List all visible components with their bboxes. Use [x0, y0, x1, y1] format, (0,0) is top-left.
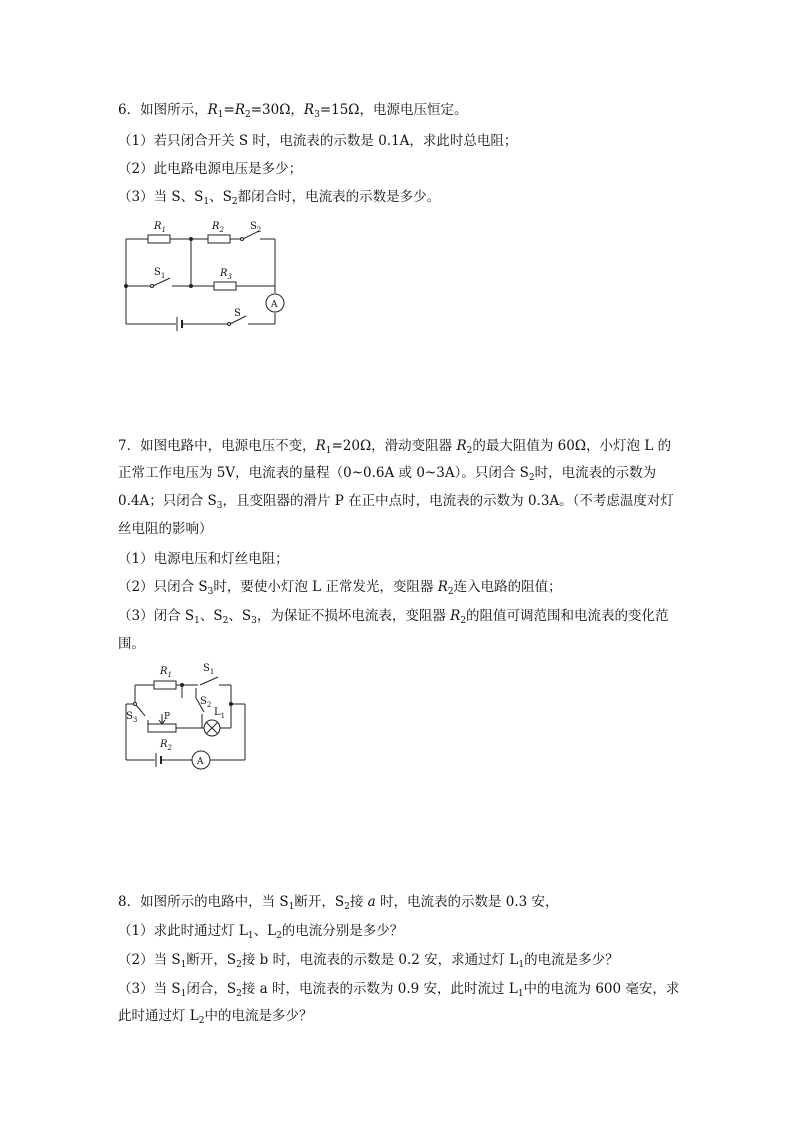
- svg-text:R3: [219, 268, 233, 281]
- q6-sub-1: 1: [217, 110, 224, 120]
- q8-l1a: 8．如图所示的电路中，当 S: [118, 894, 289, 910]
- q8-p3-sub2: 2: [236, 989, 242, 999]
- q7-label-r2: R: [160, 739, 168, 750]
- q6-label-s1: S: [154, 267, 161, 278]
- q7-l2b: 时，电流表的示数为: [534, 465, 657, 481]
- q7-label-s3: S: [126, 711, 133, 722]
- q7-stem-line4: 丝电阻的影响）: [118, 521, 213, 537]
- q7-r1: R: [315, 438, 326, 454]
- q7-l3b: ，且变阻器的滑片 P 在正中点时，电流表的示数为 0.3A。（不考虑温度对灯: [222, 493, 674, 509]
- q7-p3-sub1: 1: [194, 616, 200, 626]
- q7-label-s1-sub: 1: [209, 668, 215, 676]
- q8-p3d: 中的电流为 600 毫安，求: [523, 981, 680, 997]
- q6-resistor-r2: [208, 235, 230, 243]
- q7-label-a: A: [197, 757, 204, 767]
- q6-resistor-r1: [148, 235, 170, 243]
- q7-part3: [118, 606, 669, 626]
- q6-r1: R: [207, 102, 218, 118]
- q8-part3-cont: [118, 1006, 313, 1026]
- q8-l1d: a: [367, 894, 376, 910]
- q7-p3-r: R: [450, 608, 461, 624]
- q8-p1-sub1: 1: [247, 931, 254, 941]
- q7-p2c: 连入电路的阻值；: [453, 579, 562, 595]
- q8-p3-sub3: 1: [517, 989, 524, 999]
- q7-p3b: 、S: [199, 608, 223, 624]
- q8-p3c: 接 a 时，电流表的示数为 0.9 安，此时流过 L: [241, 981, 518, 997]
- q6-label-s1-sub: 1: [160, 272, 166, 280]
- q7-stem-line1: [118, 436, 671, 456]
- q7-l2-sub: 2: [528, 473, 535, 483]
- q7-l1a: 7．如图电路中，电源电压不变，: [118, 438, 316, 454]
- q7-label-l: L: [214, 707, 221, 718]
- q7-p3a: （3）闭合 S: [118, 608, 195, 624]
- q8-p2b: 断开，S: [186, 952, 237, 968]
- q8-p2c: 接 b 时，电流表的示数是 0.2 安，求通过灯 L: [241, 952, 519, 968]
- q8-p3e: 此时通过灯 L: [118, 1008, 199, 1024]
- q6-label-r1-sub: 1: [161, 226, 166, 234]
- q6-val2: =15Ω，电源电压恒定。: [319, 102, 468, 118]
- q6-stem: [118, 100, 468, 120]
- q6-label-r2-sub: 2: [219, 226, 224, 234]
- q6-r2: R: [234, 102, 245, 118]
- q7-p2-r-sub: 2: [447, 587, 454, 597]
- q6-label-r3-sub: 3: [227, 273, 232, 281]
- q7-p2-r: R: [437, 579, 448, 595]
- q8-part1: [118, 921, 403, 941]
- q7-r1-sub: 1: [325, 446, 332, 456]
- q6-part2: （2）此电路电源电压是多少；: [118, 161, 303, 177]
- q8-p3b: 闭合，S: [186, 981, 237, 997]
- q6-label-s2-sub: 2: [256, 226, 262, 234]
- q7-r2: R: [456, 438, 467, 454]
- q6-p3a: （3）当 S、S: [118, 189, 204, 205]
- q6-label-r1: R: [154, 221, 162, 232]
- q7-part1: （1）电源电压和灯丝电阻；: [118, 551, 289, 567]
- q8-p2-sub1: 1: [180, 960, 187, 970]
- q7-p3-sub2: 2: [222, 616, 229, 626]
- q7-p3d: ，为保证不损坏电流表，变阻器: [256, 608, 451, 624]
- q7-label-l-sub: 1: [220, 712, 226, 720]
- q6-label-s2: S: [250, 221, 257, 232]
- q6-sub-2: 2: [244, 110, 251, 120]
- q8-l1-sub1: 1: [288, 902, 295, 912]
- q7-p2b: 时，要使小灯泡 L 正常发光，变阻器: [213, 579, 438, 595]
- q7-label-r1-sub: 1: [167, 671, 172, 679]
- svg-text:L1: [214, 707, 225, 720]
- q7-l2a: 正常工作电压为 5V，电流表的量程（0~0.6A 或 0~3A）。只闭合 S: [118, 465, 529, 481]
- q7-l1c: 的最大阻值为 60Ω，小灯泡 L 的: [472, 438, 672, 454]
- q8-p3-sub4: 2: [198, 1016, 205, 1026]
- q7-label-r2-sub: 2: [167, 744, 172, 752]
- svg-text:R2: [211, 221, 225, 234]
- q8-l1c: 接: [349, 894, 368, 910]
- svg-text:R2: [159, 739, 173, 752]
- svg-text:S3: [126, 711, 137, 724]
- q6-val1: =30Ω，: [250, 102, 304, 118]
- q8-p1a: （1）求此时通过灯 L: [118, 923, 248, 939]
- q8-p2d: 的电流是多少？: [524, 952, 619, 968]
- q8-l1e: 时，电流表的示数是 0.3 安，: [375, 894, 559, 910]
- q6-label-r3: R: [220, 268, 228, 279]
- q7-label-s1: S: [203, 663, 210, 674]
- q6-eq: =: [223, 102, 235, 118]
- q7-rheostat-r2: [148, 724, 176, 732]
- q7-stem-line2: [118, 463, 656, 483]
- q7-stem-line3: [118, 491, 674, 511]
- q8-p2-sub2: 2: [236, 960, 242, 970]
- q8-p2a: （2）当 S: [118, 952, 181, 968]
- q8-l1-sub2: 2: [344, 902, 350, 912]
- q7-circuit-diagram: [118, 656, 253, 771]
- q7-l3a: 0.4A；只闭合 S: [118, 493, 217, 509]
- q8-p1b: 、L: [253, 923, 277, 939]
- q6-p3-sub2: 2: [231, 197, 238, 207]
- q8-part2: [118, 950, 619, 970]
- q8-p1c: 的电流分别是多少？: [281, 923, 404, 939]
- q6-p3c: 都闭合时，电流表的示数是多少。: [237, 189, 441, 205]
- q6-p3b: 、S: [209, 189, 232, 205]
- q7-p2-sub: 3: [207, 587, 214, 597]
- q7-l1b: =20Ω，滑动变阻器: [331, 438, 457, 454]
- q7-switch-s1: [200, 677, 218, 685]
- svg-text:S2: [250, 221, 261, 234]
- q7-p3c: 、S: [228, 608, 252, 624]
- q6-resistor-r3: [214, 282, 236, 290]
- q7-part2: [118, 577, 562, 597]
- q6-circuit-diagram: [118, 215, 298, 340]
- q6-label-a: A: [271, 300, 278, 310]
- q8-stem: [118, 892, 559, 912]
- q7-label-s3-sub: 3: [132, 716, 138, 724]
- q7-label-r1: R: [160, 666, 168, 677]
- q8-l1b: 断开，S: [294, 894, 345, 910]
- svg-text:R1: [153, 221, 166, 234]
- q7-resistor-r1: [154, 681, 176, 689]
- q8-p3f: 中的电流是多少？: [204, 1008, 313, 1024]
- q7-switch-s3: [142, 712, 145, 716]
- q6-label-r2: R: [212, 221, 220, 232]
- q6-sub-3: 3: [314, 110, 320, 120]
- q6-p3-sub1: 1: [203, 197, 210, 207]
- svg-text:S1: [203, 663, 214, 676]
- q8-p3-sub1: 1: [180, 989, 187, 999]
- q8-p2-sub3: 1: [518, 960, 525, 970]
- q6-r3: R: [303, 102, 315, 118]
- q8-part3: [118, 979, 679, 999]
- q7-p3-r-sub: 2: [460, 616, 467, 626]
- q7-r2-sub: 2: [466, 446, 473, 456]
- q7-label-p: P: [164, 712, 171, 722]
- q7-p3e: 的阻值可调范围和电流表的变化范: [466, 608, 669, 624]
- q7-label-s2-sub: 2: [206, 701, 212, 709]
- q6-part1: （1）若只闭合开关 S 时，电流表的示数是 0.1A，求此时总电阻；: [118, 133, 518, 149]
- q7-label-s2: S: [200, 696, 207, 707]
- q7-p3-sub3: 3: [251, 616, 257, 626]
- q8-p1-sub2: 2: [276, 931, 282, 941]
- q7-l3-sub: 3: [216, 501, 223, 511]
- q8-p3a: （3）当 S: [118, 981, 181, 997]
- q6-part3: [118, 187, 440, 207]
- svg-text:R1: [159, 666, 172, 679]
- q6-label-s: S: [234, 308, 241, 319]
- svg-text:S1: [154, 267, 165, 280]
- q7-part3-cont: 围。: [118, 636, 145, 652]
- q7-p2a: （2）只闭合 S: [118, 579, 208, 595]
- q6-intro: 6．如图所示，: [118, 102, 208, 118]
